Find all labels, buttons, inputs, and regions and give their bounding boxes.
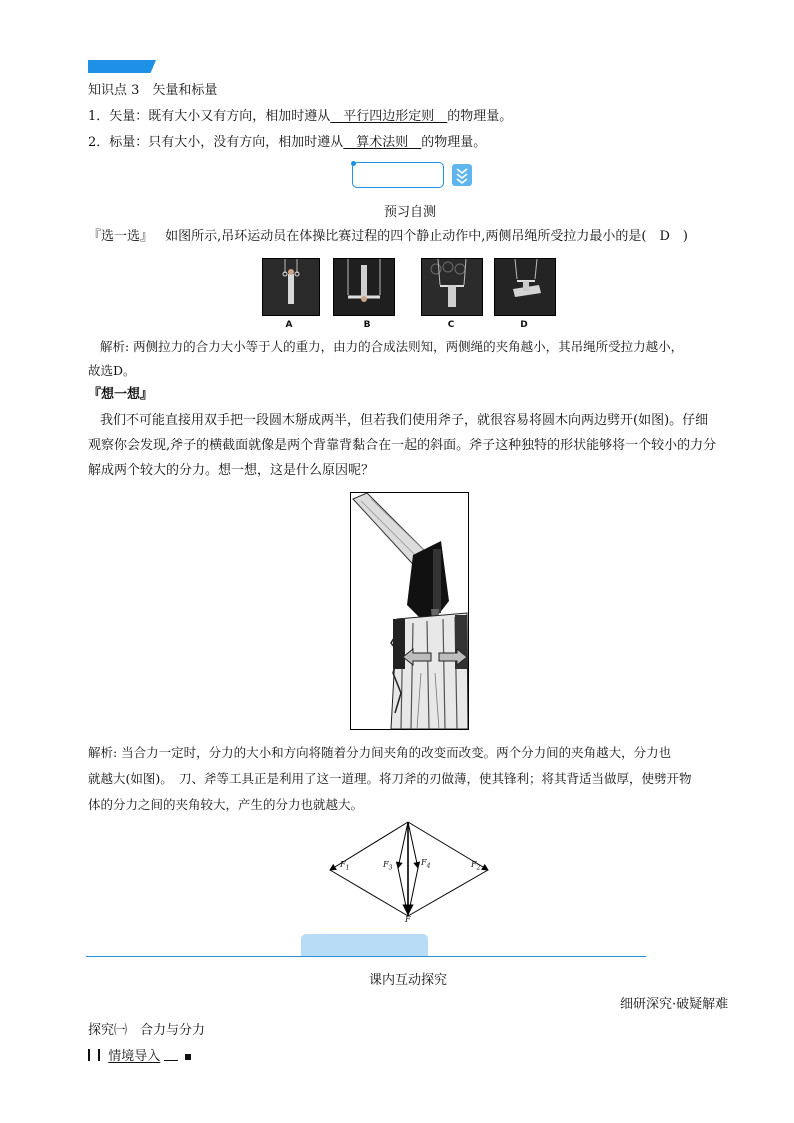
scalar-answer: 算术法则	[343, 135, 422, 150]
classroom-tab	[301, 934, 428, 956]
section-tab-bar	[88, 60, 156, 73]
force-label-f: F	[405, 915, 411, 924]
gymnast-photo-c	[421, 258, 483, 316]
header-dot-icon	[351, 161, 356, 166]
force-label-f3-sub: 3	[388, 864, 393, 872]
vector-definition-end: 的物理量。	[447, 109, 513, 124]
explore-point-title: 探究㈠ 合力与分力	[88, 1023, 206, 1038]
classroom-subtitle: 细研深究·破疑解难	[620, 997, 729, 1012]
force-label-f4-sub: 4	[426, 862, 431, 870]
vector-definition	[88, 108, 512, 126]
choose-question	[88, 228, 688, 246]
force-label-f3	[383, 860, 392, 872]
photo-label-a: A	[285, 320, 293, 330]
vector-answer: 平行四边形定则	[330, 109, 448, 124]
choose-question-text: 如图所示,吊环运动员在体操比赛过程的四个静止动作中,两侧吊绳所受拉力最小的是( D )	[165, 229, 688, 244]
scalar-definition-text: 2．标量：只有大小，没有方向，相加时遵从	[88, 135, 344, 150]
preview-title: 预习自测	[384, 205, 437, 220]
axe-splitting-wood-image	[350, 492, 469, 730]
think-label: 『想一想』	[88, 387, 154, 402]
force-label-f4	[421, 858, 430, 870]
double-chevron-down-icon	[452, 164, 472, 186]
scenario-label: 情境导入	[108, 1049, 161, 1064]
force-label-f2-sub: 2	[476, 864, 481, 872]
scalar-definition	[88, 134, 486, 152]
analysis-1-line-2: 故选D。	[88, 363, 136, 378]
think-line-1: 我们不可能直接用双手把一段圆木掰成两半，但若我们使用斧子，就很容易将圆木向两边劈开(如图)。仔细	[100, 413, 709, 428]
analysis-2-line-3: 体的分力之间的夹角较大，产生的分力也就越大。	[88, 797, 364, 812]
force-label-f1-sub: 1	[345, 864, 350, 872]
force-decomposition-diagram	[326, 818, 492, 930]
force-label-f2-main: F	[471, 860, 477, 869]
photo-label-b: B	[363, 320, 371, 330]
scenario-underline-pad	[164, 1048, 178, 1061]
gymnast-photo-d	[494, 258, 556, 316]
scenario-heading	[88, 1048, 191, 1066]
analysis-2-line-1: 解析: 当合力一定时，分力的大小和方向将随着分力间夹角的改变而改变。两个分力间的夹角越大，分力也	[88, 745, 672, 760]
analysis-2-line-2: 就越大(如图)。 刀、斧等工具正是利用了这一道理。将刀斧的刃做薄，使其锋利；将其背适当做厚，使劈开物	[88, 771, 692, 786]
photo-label-d: D	[520, 320, 528, 330]
scenario-bar-icon-2	[98, 1049, 100, 1061]
force-label-f2	[471, 860, 480, 872]
force-label-f1-main: F	[340, 860, 346, 869]
photo-label-c: C	[447, 320, 455, 330]
force-label-f1	[340, 860, 349, 872]
vector-definition-text: 1．矢量：既有大小又有方向，相加时遵从	[88, 109, 331, 124]
choose-label: 『选一选』	[88, 229, 154, 244]
scenario-square-icon	[185, 1054, 191, 1060]
think-line-2: 观察你会发现,斧子的横截面就像是两个背靠背黏合在一起的斜面。斧子这种独特的形状能够将一个较小的力分	[88, 438, 717, 453]
gymnast-photo-a	[262, 258, 320, 316]
gymnast-photo-b	[333, 258, 395, 316]
think-line-3: 解成两个较大的分力。想一想，这是什么原因呢？	[88, 463, 375, 478]
scalar-definition-end: 的物理量。	[421, 135, 487, 150]
analysis-1-line-1: 解析: 两侧拉力的合力大小等于人的重力，由力的合成法则知，两侧绳的夹角越小，其吊绳所受拉力越小，	[100, 339, 684, 354]
classroom-divider	[86, 956, 646, 957]
classroom-title: 课内互动探究	[369, 973, 448, 988]
scenario-bar-icon	[88, 1049, 90, 1061]
preview-header-box	[352, 162, 444, 188]
section-heading: 知识点 3 矢量和标量	[88, 83, 218, 98]
force-label-f3-main: F	[383, 860, 389, 869]
force-label-f4-main: F	[421, 858, 427, 867]
